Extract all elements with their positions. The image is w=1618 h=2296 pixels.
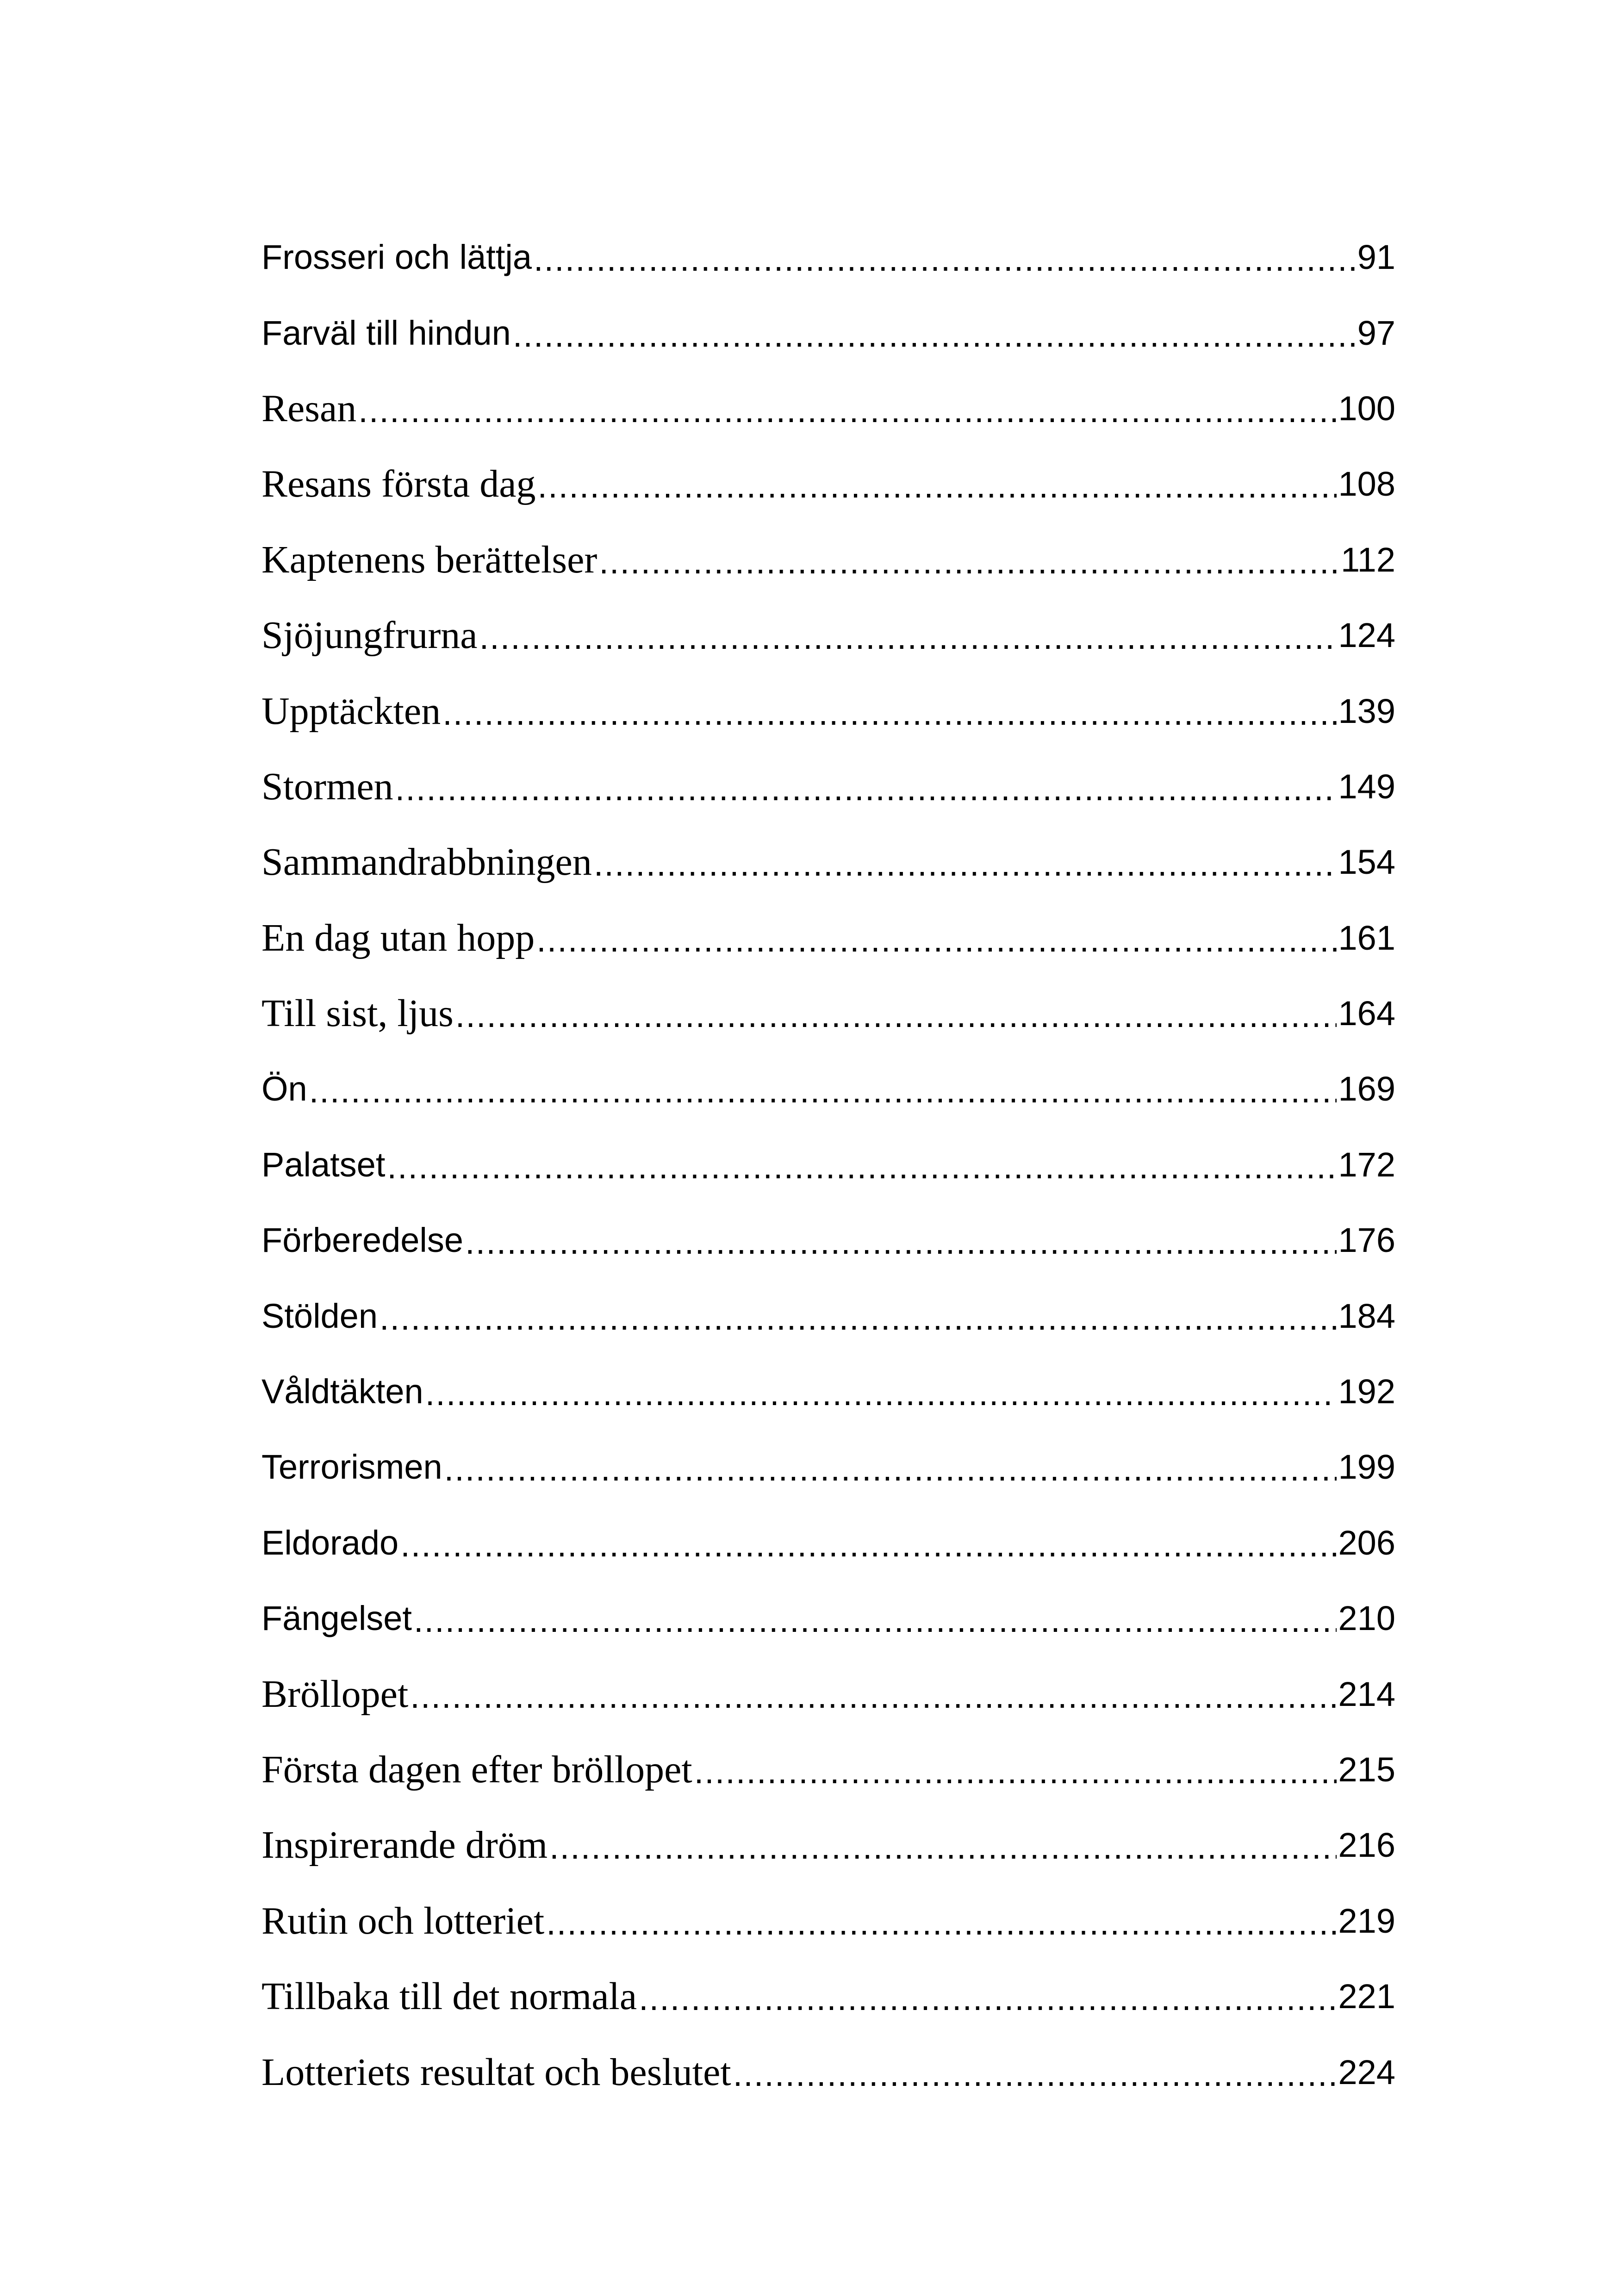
- toc-entry[interactable]: [261, 749, 1395, 824]
- toc-dot-leader: [425, 1374, 1337, 1413]
- toc-entry[interactable]: [261, 1732, 1395, 1807]
- toc-dot-leader: [410, 1676, 1336, 1716]
- toc-dot-leader: [465, 1222, 1337, 1262]
- toc-entry-page-number: 164: [1338, 994, 1395, 1033]
- toc-entry-title: Sammandrabbningen: [261, 840, 592, 884]
- toc-entry-title: Farväl till hindun: [261, 313, 511, 352]
- toc-entry-page-number: 215: [1338, 1750, 1395, 1789]
- toc-entry-title: Kaptenens berättelser: [261, 538, 597, 581]
- toc-dot-leader: [546, 1903, 1336, 1942]
- toc-entry[interactable]: [261, 1429, 1395, 1505]
- toc-entry[interactable]: [261, 1127, 1395, 1202]
- toc-dot-leader: [694, 1752, 1337, 1791]
- toc-entry[interactable]: [261, 1807, 1395, 1883]
- toc-dot-leader: [639, 1979, 1336, 2018]
- toc-dot-leader: [534, 239, 1356, 279]
- toc-dot-leader: [513, 315, 1356, 355]
- toc-dot-leader: [309, 1071, 1337, 1110]
- toc-entry-title: Till sist, ljus: [261, 992, 454, 1035]
- toc-entry-title: Våldtäkten: [261, 1372, 423, 1411]
- toc-entry-page-number: 219: [1338, 1901, 1395, 1940]
- toc-entry-page-number: 224: [1338, 2053, 1395, 2091]
- toc-entry-page-number: 210: [1338, 1599, 1395, 1638]
- toc-entry[interactable]: [261, 1883, 1395, 1959]
- toc-entry[interactable]: [261, 1202, 1395, 1278]
- toc-entry-title: Frosseri och lättja: [261, 238, 532, 277]
- toc-entry-title: Rutin och lotteriet: [261, 1899, 545, 1942]
- toc-entry-title: Resan: [261, 386, 357, 430]
- toc-entry[interactable]: [261, 900, 1395, 976]
- toc-entry-title: Terrorismen: [261, 1448, 442, 1487]
- toc-entry-title: Stormen: [261, 765, 393, 808]
- toc-entry-page-number: 124: [1338, 616, 1395, 655]
- toc-entry-title: Förberedelse: [261, 1221, 464, 1260]
- toc-entry-page-number: 221: [1338, 1977, 1395, 2016]
- toc-entry-title: Bröllopet: [261, 1672, 409, 1716]
- table-of-contents: [261, 219, 1395, 2110]
- toc-entry-page-number: 139: [1338, 691, 1395, 730]
- toc-entry[interactable]: [261, 219, 1395, 295]
- toc-entry-page-number: 199: [1338, 1448, 1395, 1487]
- toc-dot-leader: [594, 844, 1337, 884]
- toc-entry[interactable]: [261, 1505, 1395, 1580]
- toc-entry-page-number: 112: [1341, 540, 1395, 579]
- toc-entry-title: En dag utan hopp: [261, 916, 535, 959]
- toc-entry[interactable]: [261, 597, 1395, 673]
- toc-entry[interactable]: [261, 824, 1395, 900]
- toc-dot-leader: [538, 466, 1337, 505]
- toc-entry-page-number: 206: [1338, 1523, 1395, 1562]
- toc-entry-title: Tillbaka till det normala: [261, 1975, 637, 2018]
- toc-entry-page-number: 214: [1338, 1674, 1395, 1713]
- toc-dot-leader: [387, 1147, 1336, 1186]
- toc-entry-title: Resans första dag: [261, 462, 536, 506]
- toc-dot-leader: [380, 1298, 1337, 1338]
- toc-entry-page-number: 108: [1338, 465, 1395, 504]
- toc-dot-leader: [395, 769, 1337, 808]
- toc-dot-leader: [536, 920, 1336, 959]
- toc-entry-page-number: 149: [1338, 767, 1395, 806]
- toc-entry[interactable]: [261, 1354, 1395, 1429]
- toc-entry-title: Lotteriets resultat och beslutet: [261, 2050, 731, 2094]
- toc-entry-page-number: 176: [1338, 1221, 1395, 1260]
- toc-dot-leader: [599, 542, 1339, 581]
- toc-entry-page-number: 100: [1338, 389, 1395, 428]
- toc-entry[interactable]: [261, 976, 1395, 1051]
- toc-entry-page-number: 216: [1338, 1826, 1395, 1865]
- toc-entry-title: Ön: [261, 1070, 307, 1108]
- toc-entry[interactable]: [261, 1959, 1395, 2034]
- toc-dot-leader: [414, 1600, 1337, 1640]
- toc-dot-leader: [479, 617, 1337, 657]
- toc-entry[interactable]: [261, 1051, 1395, 1126]
- toc-entry-title: Upptäckten: [261, 689, 441, 733]
- toc-entry-page-number: 172: [1338, 1145, 1395, 1184]
- toc-entry[interactable]: [261, 446, 1395, 522]
- toc-entry-page-number: 161: [1338, 918, 1395, 957]
- toc-entry-page-number: 154: [1338, 843, 1395, 882]
- toc-entry[interactable]: [261, 1656, 1395, 1731]
- toc-entry[interactable]: [261, 2034, 1395, 2109]
- toc-entry-page-number: 91: [1357, 238, 1395, 277]
- toc-entry-title: Palatset: [261, 1145, 386, 1184]
- toc-entry[interactable]: [261, 673, 1395, 748]
- toc-entry-page-number: 97: [1357, 313, 1395, 352]
- toc-entry-page-number: 192: [1338, 1372, 1395, 1411]
- toc-dot-leader: [549, 1827, 1336, 1867]
- toc-dot-leader: [444, 1449, 1337, 1488]
- toc-entry-title: Första dagen efter bröllopet: [261, 1748, 692, 1791]
- toc-entry-title: Fängelset: [261, 1599, 412, 1638]
- toc-dot-leader: [400, 1525, 1336, 1564]
- toc-entry[interactable]: [261, 1278, 1395, 1353]
- toc-entry[interactable]: [261, 1580, 1395, 1656]
- toc-entry-page-number: 169: [1338, 1070, 1395, 1108]
- toc-entry-title: Inspirerande dröm: [261, 1823, 548, 1867]
- toc-dot-leader: [358, 391, 1336, 430]
- toc-entry-title: Eldorado: [261, 1523, 399, 1562]
- toc-dot-leader: [442, 693, 1336, 733]
- toc-entry[interactable]: [261, 295, 1395, 370]
- toc-entry[interactable]: [261, 371, 1395, 446]
- toc-entry-page-number: 184: [1338, 1296, 1395, 1335]
- toc-entry-title: Sjöjungfrurna: [261, 614, 478, 657]
- toc-entry-title: Stölden: [261, 1296, 378, 1335]
- toc-dot-leader: [733, 2054, 1337, 2094]
- toc-entry[interactable]: [261, 522, 1395, 597]
- toc-dot-leader: [455, 996, 1337, 1035]
